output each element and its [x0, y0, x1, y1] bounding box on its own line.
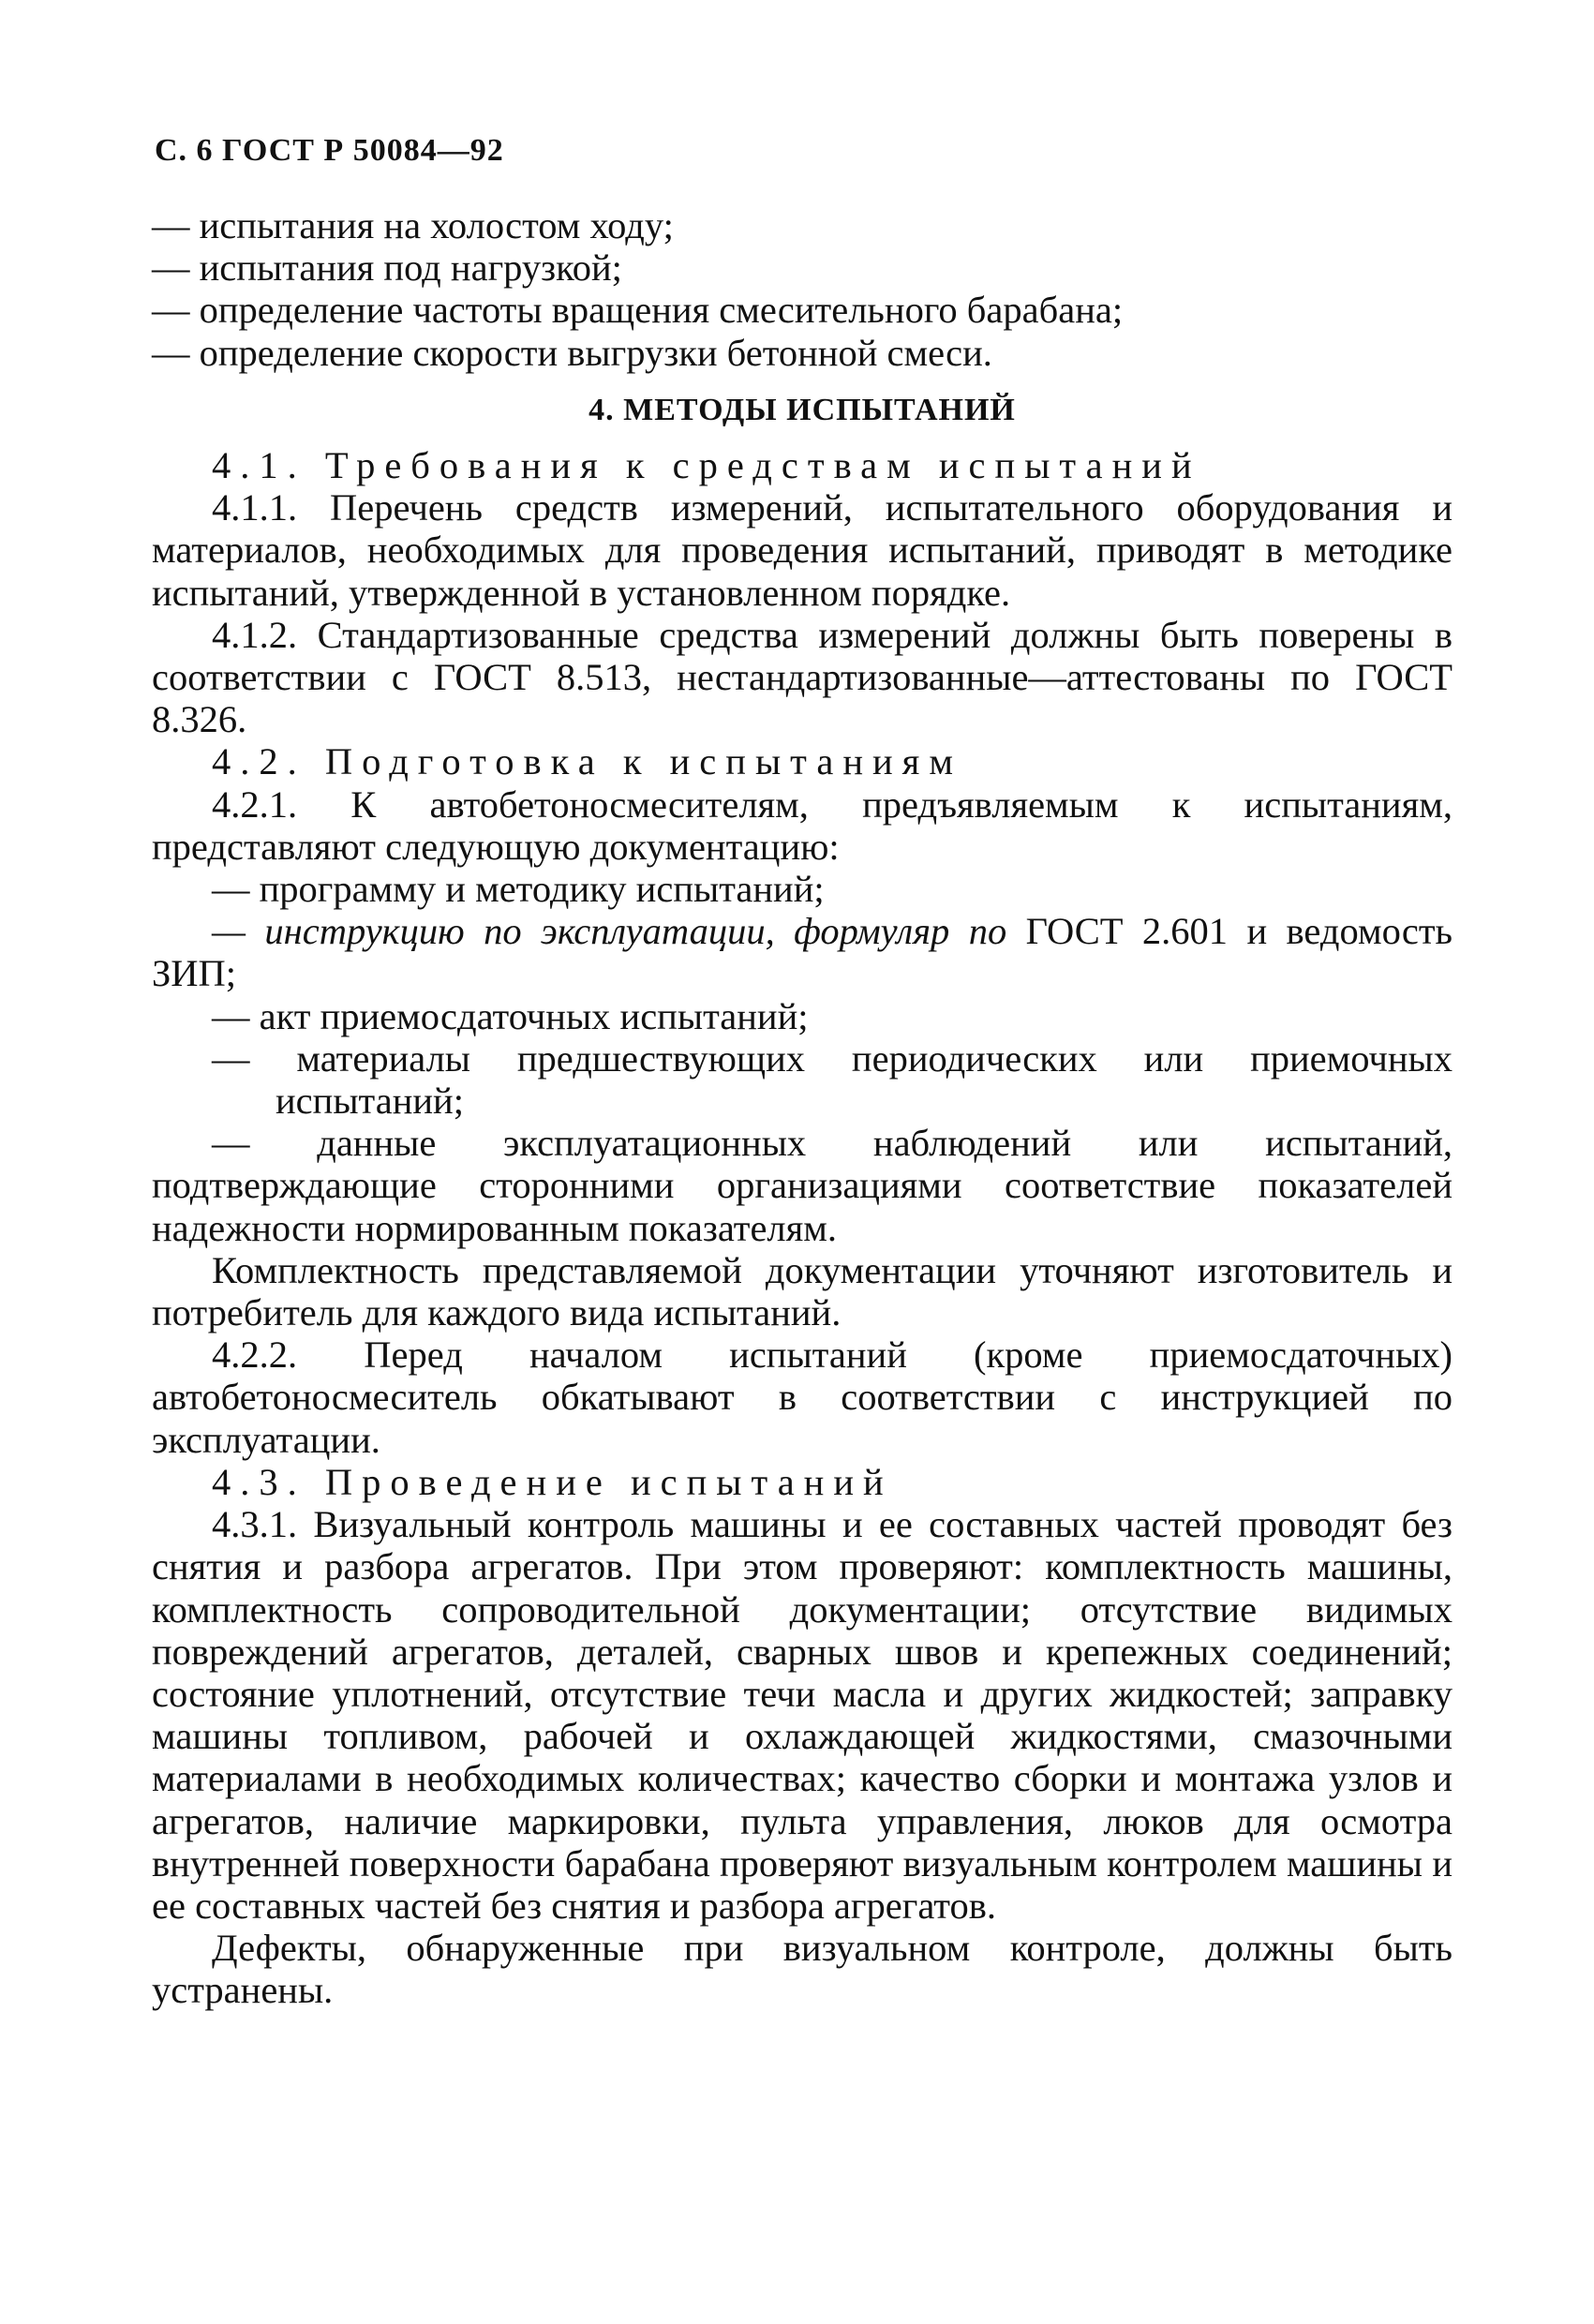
list-item: — акт приемосдаточных испытаний;	[212, 994, 809, 1037]
paragraph-completeness: Комплектность представляемой документации уточняют изготовитель и потребитель для каждого вида испытаний.	[152, 1248, 1452, 1334]
list-item: — определение скорости выгрузки бетонной смеси.	[152, 331, 992, 374]
paragraph-4-3-1: 4.3.1. Визуальный контроль машины и ее составных частей проводят без снятия и разбора агрегатов. При этом проверяют: комплектность машины, комплектность сопроводительной документации; отсутствие видимых повреждений агрегатов, деталей, сварных швов и крепежных соединений; состояние уплотнений, отсутствие течи масла и других жидкостей; заправку машины топливом, рабочей и охлаждающей жидкостями, смазочными материалами в необходимых количествах; качество сборки и монтажа узлов и агрегатов, наличие маркировки, пульта управления, люков для осмотра внутренней поверхности барабана проверяют визуальным контролем машины и ее составных частей без снятия и разбора агрегатов.	[152, 1503, 1452, 1927]
subsection-heading-4-2: 4.2. Подготовка к испытаниям	[212, 740, 962, 783]
paragraph-4-1-1: 4.1.1. Перечень средств измерений, испытательного оборудования и материалов, необходимых для проведения испытаний, приводят в методике испытаний, утвержденной в установленном порядке.	[152, 486, 1452, 614]
paragraph-4-1-2: 4.1.2. Стандартизованные средства измерений должны быть поверены в соответствии с ГОСТ 8.513, нестандартизованные—аттестованы по ГОСТ 8.326.	[152, 613, 1452, 741]
document-body	[152, 204, 1452, 2012]
list-item: — испытания под нагрузкой;	[152, 246, 622, 290]
paragraph-4-2-1: 4.2.1. К автобетоносмесителям, предъявляемым к испытаниям, представляют следующую документацию:	[152, 782, 1452, 868]
paragraph-4-2-2: 4.2.2. Перед началом испытаний (кроме приемосдаточных) автобетоносмеситель обкатывают в соответствии с инструкцией по эксплуатации.	[152, 1333, 1452, 1461]
list-item: — данные эксплуатационных наблюдений или испытаний, подтверждающие сторонними организациями соответствие показателей надежности нормированным показателям.	[152, 1122, 1452, 1249]
section-title: 4. МЕТОДЫ ИСПЫТАНИЙ	[588, 392, 1016, 427]
list-item: — программу и методику испытаний;	[212, 868, 825, 911]
list-item-italic-text: — инструкцию по эксплуатации, формуляр по	[212, 910, 1007, 953]
list-item	[152, 910, 1452, 994]
list-item: — испытания на холостом ходу;	[152, 204, 674, 246]
page-header: С. 6 ГОСТ Р 50084—92	[155, 133, 504, 168]
list-item: — определение частоты вращения смесительного барабана;	[152, 289, 1124, 332]
subsection-heading-4-3: 4.3. Проведение испытаний	[212, 1460, 893, 1503]
list-item: — материалы предшествующих периодических или приемочных испытаний;	[212, 1036, 1452, 1123]
subsection-heading-4-1: 4.1. Требования к средствам испытаний	[212, 444, 1201, 487]
paragraph-defects: Дефекты, обнаруженные при визуальном контроле, должны быть устранены.	[152, 1927, 1452, 2012]
list-item-text: ГОСТ 2.601 и ведомость ЗИП;	[152, 910, 1452, 995]
